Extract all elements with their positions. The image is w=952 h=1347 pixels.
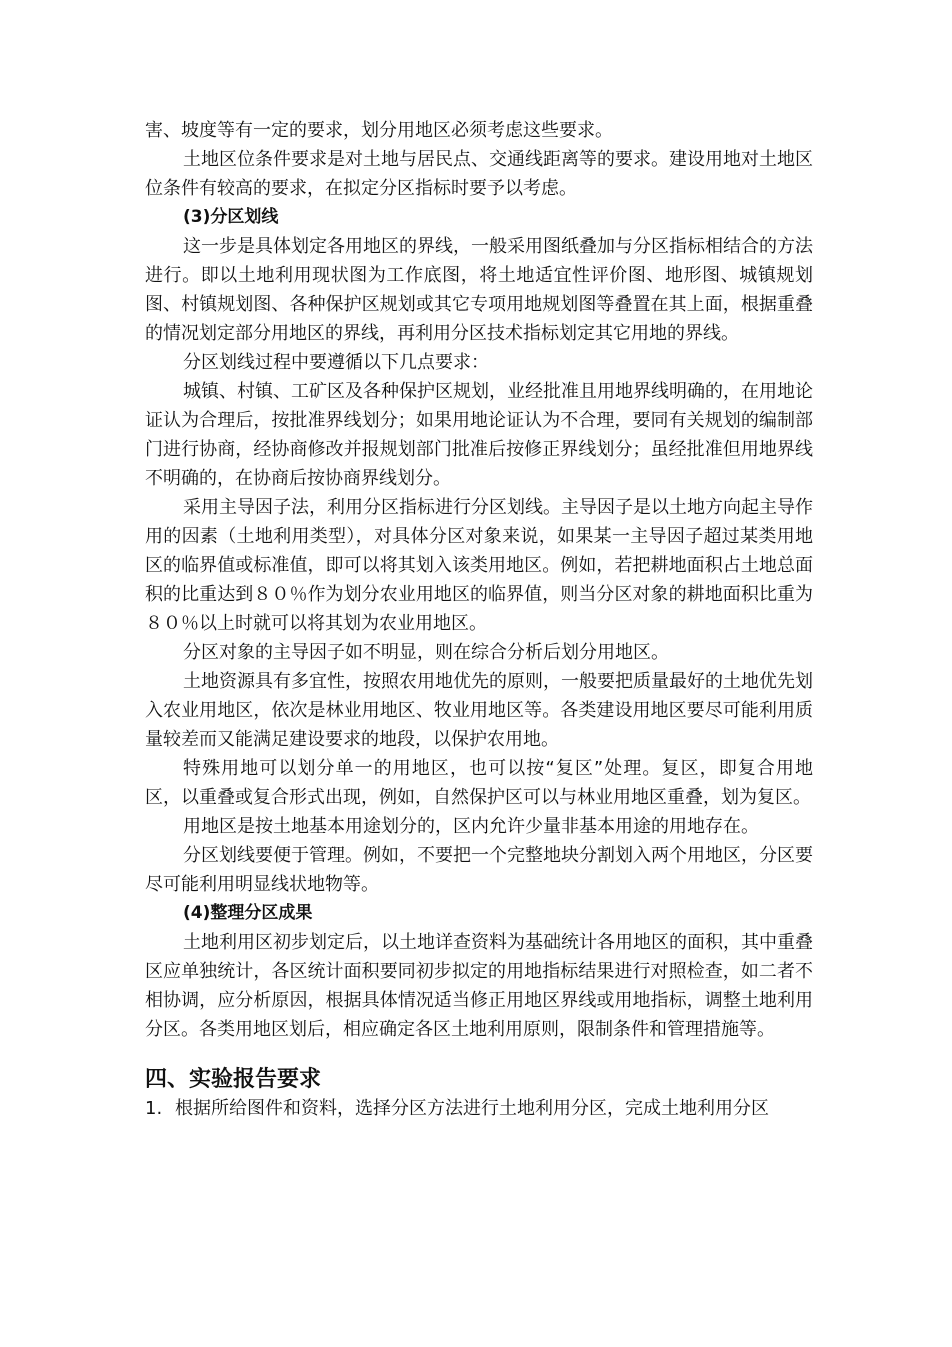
list-text: 根据所给图件和资料，选择分区方法进行土地利用分区，完成土地利用分区 [175,1098,769,1119]
document-page [145,116,813,1123]
paragraph: 土地资源具有多宜性，按照农用地优先的原则，一般要把质量最好的土地优先划入农业用地区，依次是林业用地区、牧业用地区等。各类建设用地区要尽可能利用质量较差而又能满足建设要求的地段，以保护农用地。 [145,671,813,750]
paragraph: 分区对象的主导因子如不明显，则在综合分析后划分用地区。 [183,642,669,663]
paragraph: 采用主导因子法，利用分区指标进行分区划线。主导因子是以土地方向起主导作用的因素（土地利用类型），对具体分区对象来说，如果某一主导因子超过某类用地区的临界值或标准值，即可以将其划入该类用地区。例如，若把耕地面积占土地总面积的比重达到８０％作为划分农业用地区的临界值，则当分区对象的耕地面积比重为８０％以上时就可以将其划为农业用地区。 [145,497,813,634]
paragraph: 土地利用区初步划定后，以土地详查资料为基础统计各用地区的面积，其中重叠区应单独统计，各区统计面积要同初步拟定的用地指标结果进行对照检查，如二者不相协调，应分析原因，根据具体情况适当修正用地区界线或用地指标，调整土地利用分区。各类用地区划后，相应确定各区土地利用原则，限制条件和管理措施等。 [145,932,813,1040]
paragraph: 城镇、村镇、工矿区及各种保护区规划，业经批准且用地界线明确的，在用地论证认为合理后，按批准界线划分；如果用地论证认为不合理，要同有关规划的编制部门进行协商，经协商修改并报规划部门批准后按修正界线划分；虽经批准但用地界线不明确的，在协商后按协商界线划分。 [145,381,813,489]
subheading-organize-results: (4)整理分区成果 [183,903,313,923]
list-number: 1. [145,1098,163,1119]
paragraph: 特殊用地可以划分单一的用地区，也可以按“复区”处理。复区，即复合用地区，以重叠或复合形式出现，例如，自然保护区可以与林业用地区重叠，划为复区。 [145,758,813,808]
paragraph: 分区划线过程中要遵循以下几点要求： [183,352,489,373]
paragraph: 土地区位条件要求是对土地与居民点、交通线距离等的要求。建设用地对土地区位条件有较高的要求，在拟定分区指标时要予以考虑。 [145,149,813,199]
paragraph: 这一步是具体划定各用地区的界线，一般采用图纸叠加与分区指标相结合的方法进行。即以土地利用现状图为工作底图，将土地适宜性评价图、地形图、城镇规划图、村镇规划图、各种保护区规划或其它专项用地规划图等叠置在其上面，根据重叠的情况划定部分用地区的界线，再利用分区技术指标划定其它用地的界线。 [145,236,813,344]
section-heading: 四、实验报告要求 [145,1066,322,1092]
paragraph: 害、坡度等有一定的要求，划分用地区必须考虑这些要求。 [145,120,613,141]
paragraph: 用地区是按土地基本用途划分的，区内允许少量非基本用途的用地存在。 [183,816,759,837]
subheading-zoning-lines: (3)分区划线 [183,207,279,227]
list-item [145,1094,813,1123]
paragraph: 分区划线要便于管理。例如，不要把一个完整地块分割划入两个用地区，分区要尽可能利用明显线状地物等。 [145,845,813,895]
